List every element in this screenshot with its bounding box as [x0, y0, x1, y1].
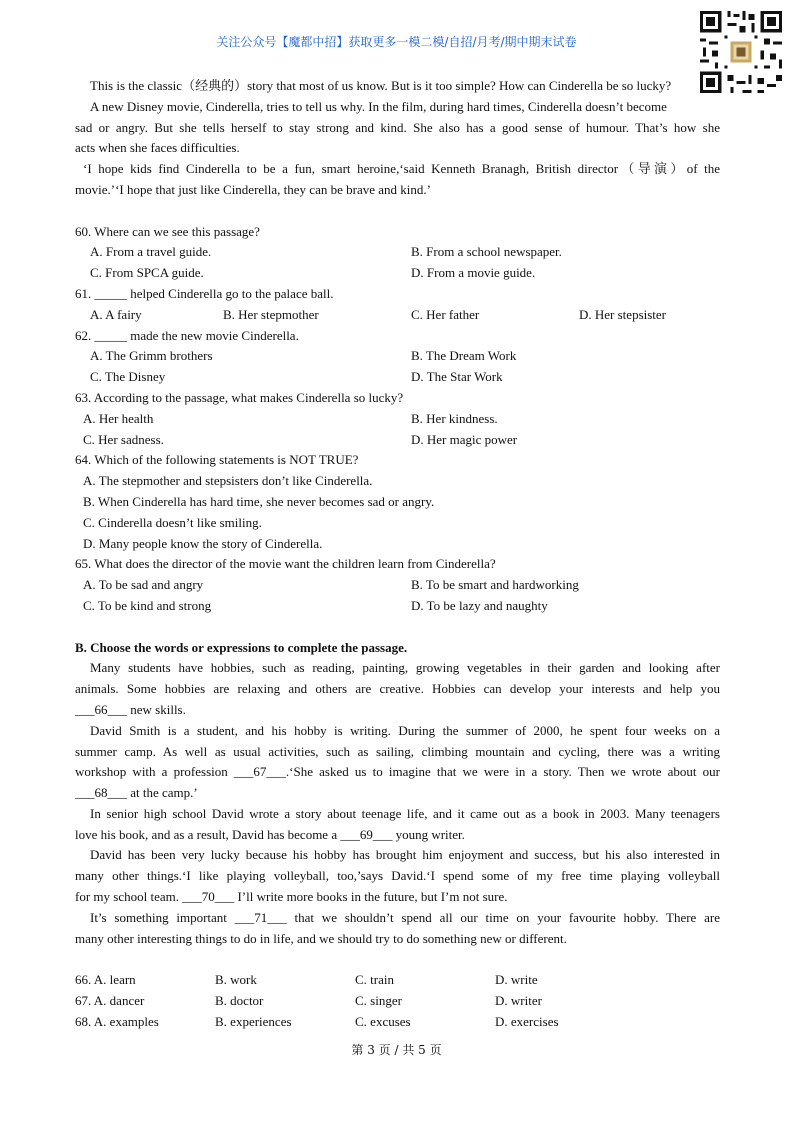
option[interactable]: D. Many people know the story of Cinderella. [83, 535, 323, 551]
question-stem: 61. _____ helped Cinderella go to the palace ball. [75, 285, 334, 301]
option[interactable]: 67. A. dancer [75, 993, 145, 1009]
passage-line: many other interesting things to do in life, and we should try to do something new or different. [75, 930, 567, 946]
passage-line: summer camp. As well as usual activities, such as sailing, climbing mountain and cycling, there was a writing [75, 743, 720, 759]
questions-a [75, 222, 720, 617]
page-content [75, 76, 720, 1033]
passage-line: many other things.‘I like playing volleyball, too,’says David.‘I spend some of my free time playing volleyball [75, 868, 720, 884]
option[interactable]: C. Her father [411, 306, 480, 322]
passage-line: David Smith is a student, and his hobby is writing. During the summer of 2000, he spent four weeks on a [90, 722, 720, 738]
option[interactable]: B. Her kindness. [411, 410, 498, 426]
option[interactable]: 68. A. examples [75, 1013, 159, 1029]
option[interactable]: C. From SPCA guide. [90, 265, 204, 281]
option[interactable]: B. When Cinderella has hard time, she never becomes sad or angry. [83, 493, 435, 509]
passage-line: Many students have hobbies, such as reading, painting, growing vegetables in their garden and looking after [90, 660, 720, 676]
passage-line: David has been very lucky because his hobby has brought him enjoyment and success, but his also interested in [90, 847, 720, 863]
passage-line: In senior high school David wrote a story about teenage life, and it came out as a book in 2003. Many teenagers [90, 805, 720, 821]
option[interactable]: B. The Dream Work [411, 348, 517, 364]
option[interactable]: A. The stepmother and stepsisters don’t like Cinderella. [83, 473, 373, 489]
option[interactable]: A. From a travel guide. [90, 244, 212, 260]
option[interactable]: D. Her magic power [411, 431, 518, 447]
option[interactable]: 66. A. learn [75, 972, 136, 988]
passage-line: animals. Some hobbies are relaxing and others are creative. Hobbies can develop your interests and help you [75, 681, 720, 697]
passage-line: A new Disney movie, Cinderella, tries to tell us why. In the film, during hard times, Cinderella doesn’t become [90, 98, 667, 114]
option[interactable]: A. A fairy [90, 306, 142, 322]
passage-line: It’s something important ___71___ that we shouldn’t spend all our time on your favourite hobby. There are [90, 909, 720, 925]
question-stem: 63. According to the passage, what makes Cinderella so lucky? [75, 389, 404, 405]
section-b [75, 638, 720, 950]
promo-header[interactable]: 关注公众号【魔都中招】获取更多一模二模/自招/月考/期中期末试卷 [216, 35, 577, 49]
option[interactable]: B. To be smart and hardworking [411, 577, 579, 593]
passage-line: for my school team. ___70___ I’ll write more books in the future, but I’m not sure. [75, 889, 508, 905]
passage-line: workshop with a profession ___67___.‘She asked us to imagine that we were in a story. Then we wrote about our [75, 764, 720, 780]
passage-line: ___68___ at the camp.’ [75, 785, 198, 801]
passage-line: ‘I hope kids find Cinderella to be a fun, smart heroine,‘said Kenneth Branagh, British director（导演）of the [83, 161, 720, 177]
question-stem: 65. What does the director of the movie want the children learn from Cinderella? [75, 556, 496, 572]
option[interactable]: D. writer [495, 993, 542, 1009]
passage-a [75, 76, 720, 201]
option[interactable]: B. experiences [215, 1013, 292, 1029]
option[interactable]: C. Cinderella doesn’t like smiling. [83, 514, 262, 530]
question-stem: 60. Where can we see this passage? [75, 223, 260, 239]
option[interactable]: D. The Star Work [411, 369, 503, 385]
option[interactable]: C. To be kind and strong [83, 597, 212, 613]
questions-b [75, 970, 720, 1032]
passage-line: This is the classic（经典的）story that most of us know. But is it too simple? How can Cinderella be so lucky? [90, 78, 672, 93]
option[interactable]: C. excuses [355, 1013, 411, 1029]
option[interactable]: B. Her stepmother [223, 306, 319, 322]
option[interactable]: D. write [495, 972, 538, 988]
option[interactable]: A. Her health [83, 410, 154, 426]
question-stem: 62. _____ made the new movie Cinderella. [75, 327, 299, 343]
option[interactable]: C. Her sadness. [83, 431, 164, 447]
option[interactable]: A. The Grimm brothers [90, 348, 213, 364]
passage-line: love his book, and as a result, David has become a ___69___ young writer. [75, 826, 465, 842]
passage-line: sad or angry. But she tells herself to stay strong and kind. She also has a good sense of humour. That’s how she [75, 119, 720, 135]
option[interactable]: A. To be sad and angry [83, 577, 204, 593]
option[interactable]: D. From a movie guide. [411, 265, 536, 281]
option[interactable]: D. Her stepsister [579, 306, 667, 322]
option[interactable]: B. doctor [215, 993, 264, 1009]
option[interactable]: B. work [215, 972, 257, 988]
option[interactable]: D. exercises [495, 1013, 559, 1029]
option[interactable]: B. From a school newspaper. [411, 244, 562, 260]
option[interactable]: C. train [355, 972, 394, 988]
question-stem: 64. Which of the following statements is NOT TRUE? [75, 452, 359, 468]
option[interactable]: D. To be lazy and naughty [411, 597, 548, 613]
passage-line: ___66___ new skills. [75, 701, 186, 717]
option[interactable]: C. The Disney [90, 369, 166, 385]
section-b-title: B. Choose the words or expressions to complete the passage. [75, 639, 408, 655]
passage-line: movie.’‘I hope that just like Cinderella, they can be brave and kind.’ [75, 181, 431, 197]
option[interactable]: C. singer [355, 993, 402, 1009]
passage-line: acts when she faces difficulties. [75, 140, 240, 156]
page-number: 第 3 页 / 共 5 页 [351, 1043, 442, 1057]
